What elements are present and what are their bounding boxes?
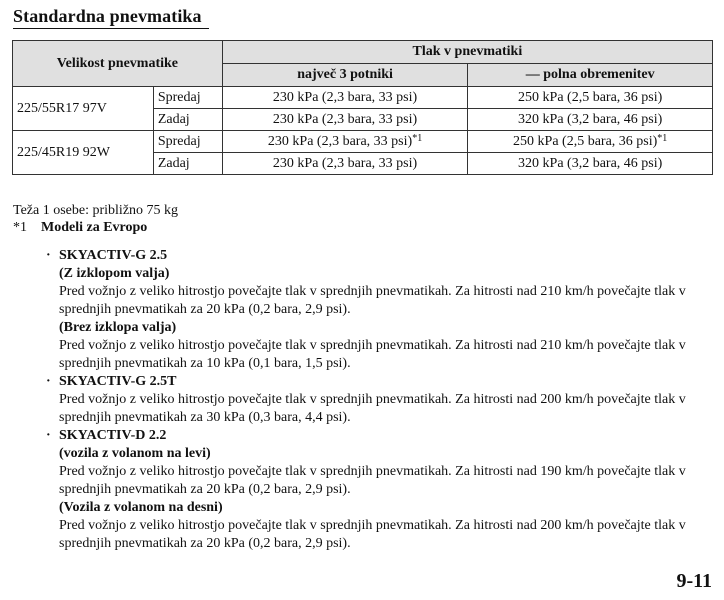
position-rear: Zadaj — [153, 153, 222, 175]
engine-notes — [46, 247, 706, 553]
condition-heading: (vozila z volanom na levi) — [59, 446, 211, 461]
position-front: Spredaj — [153, 87, 222, 109]
pressure-cell: 230 kPa (2,3 bara, 33 psi) — [222, 153, 468, 175]
pressure-cell: 230 kPa (2,3 bara, 33 psi) — [222, 109, 468, 131]
note-text: Pred vožnjo z veliko hitrostjo povečajte tlak v sprednjih pnevmatikah. Za hitrosti nad 210 km/h povečajte tlak v sprednjih pnevmatikah za 20 kPa (0,2 bara, 2,9 psi). — [59, 284, 686, 317]
engine-heading — [46, 427, 706, 445]
pressure-cell: 250 kPa (2,5 bara, 36 psi) — [468, 87, 713, 109]
engine-name: SKYACTIV-G 2.5T — [59, 374, 177, 389]
engine-name: SKYACTIV-D 2.2 — [59, 428, 167, 443]
bullet: · — [46, 374, 51, 389]
tire-size-cell: 225/45R19 92W — [13, 131, 154, 175]
title-underline — [13, 28, 209, 29]
footnote-ref: *1 — [657, 132, 668, 144]
engine-heading — [46, 247, 706, 265]
position-front: Spredaj — [153, 131, 222, 153]
condition-heading: (Brez izklopa valja) — [59, 320, 177, 335]
pressure-value: 230 kPa (2,3 bara, 33 psi) — [267, 133, 413, 149]
engine-name: SKYACTIV-G 2.5 — [59, 248, 168, 263]
pressure-cell — [222, 131, 468, 153]
header-tire-size: Velikost pnevmatike — [13, 41, 223, 87]
table-row — [13, 87, 713, 109]
pressure-cell: 230 kPa (2,3 bara, 33 psi) — [222, 87, 468, 109]
note-text: Pred vožnjo z veliko hitrostjo povečajte tlak v sprednjih pnevmatikah. Za hitrosti nad 200 km/h povečajte tlak v sprednjih pnevmatikah za 20 kPa (0,2 bara, 2,9 psi). — [59, 518, 686, 551]
bullet: · — [46, 428, 51, 443]
header-max-3-passengers: največ 3 potniki — [222, 64, 468, 87]
pressure-value: 250 kPa (2,5 bara, 36 psi) — [513, 133, 658, 149]
note-text: Pred vožnjo z veliko hitrostjo povečajte tlak v sprednjih pnevmatikah. Za hitrosti nad 210 km/h povečajte tlak v sprednjih pnevmatikah za 10 kPa (0,1 bara, 1,5 psi). — [59, 338, 686, 371]
header-full-load: — polna obremenitev — [468, 64, 713, 87]
footnote — [13, 220, 147, 236]
person-weight-note: Teža 1 osebe: približno 75 kg — [13, 203, 179, 218]
condition-heading: (Vozila z volanom na desni) — [59, 500, 223, 515]
tire-size-cell: 225/55R17 97V — [13, 87, 154, 131]
header-tire-pressure: Tlak v pnevmatiki — [222, 41, 712, 64]
pressure-cell: 320 kPa (3,2 bara, 46 psi) — [468, 153, 713, 175]
pressure-cell — [468, 131, 713, 153]
page-number: 9-11 — [676, 570, 712, 592]
note-text: Pred vožnjo z veliko hitrostjo povečajte tlak v sprednjih pnevmatikah. Za hitrosti nad 190 km/h povečajte tlak v sprednjih pnevmatikah za 20 kPa (0,2 bara, 2,9 psi). — [59, 464, 686, 497]
page-title: Standardna pnevmatika — [13, 6, 202, 26]
table-row — [13, 131, 713, 153]
bullet: · — [46, 248, 51, 263]
pressure-cell: 320 kPa (3,2 bara, 46 psi) — [468, 109, 713, 131]
position-rear: Zadaj — [153, 109, 222, 131]
footnote-ref: *1 — [412, 132, 423, 144]
condition-heading: (Z izklopom valja) — [59, 266, 170, 281]
engine-heading — [46, 373, 706, 391]
tire-pressure-table — [12, 40, 713, 175]
footnote-title: Modeli za Evropo — [41, 220, 148, 235]
footnote-mark: *1 — [13, 220, 27, 235]
note-text: Pred vožnjo z veliko hitrostjo povečajte tlak v sprednjih pnevmatikah. Za hitrosti nad 200 km/h povečajte tlak v sprednjih pnevmatikah za 30 kPa (0,3 bara, 4,4 psi). — [59, 392, 686, 425]
